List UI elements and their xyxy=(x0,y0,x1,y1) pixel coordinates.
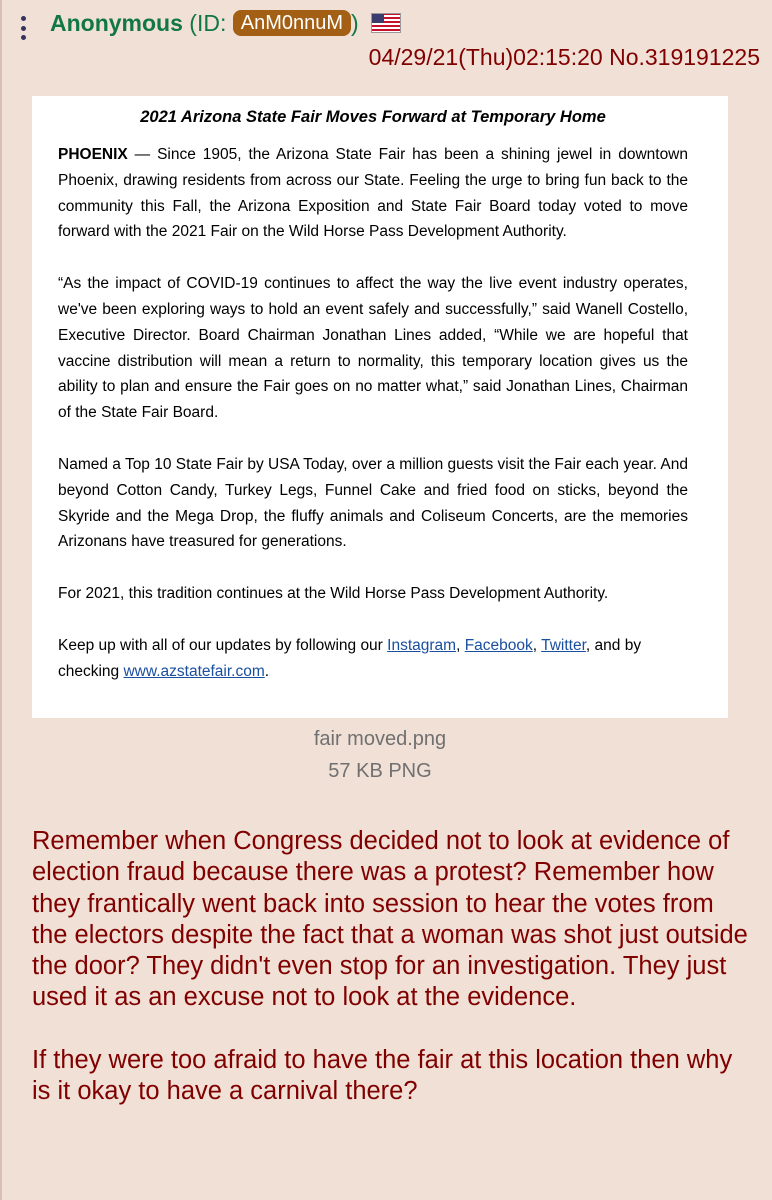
post-number-link[interactable]: No.319191225 xyxy=(609,44,760,70)
id-suffix: ) xyxy=(351,10,359,36)
document-paragraph-1 xyxy=(58,142,688,245)
website-link: www.azstatefair.com xyxy=(123,662,265,680)
document-paragraph-3: Named a Top 10 State Fair by USA Today, over a million guests visit the Fair each year. And beyond Cotton Candy, Turkey Legs, Funnel Cake and fried food on sticks, beyond the Skyride and the Mega Drop, the fluffy animals and Coliseum Concerts, are the memories Arizonans have treasured for generations. xyxy=(58,455,688,551)
post-comment xyxy=(32,826,754,1138)
paragraph-1-text: — Since 1905, the Arizona State Fair has been a shining jewel in downtown Phoenix, drawing residents from across our State. Feeling the urge to bring fun back to the community this Fall, the Arizona Exposition and State Fair Board today voted to move forward with the 2021 Fair on the Wild Horse Pass Development Authority. xyxy=(58,146,688,241)
comment-paragraph-2: If they were too afraid to have the fair at this location then why is it okay to have a carnival there? xyxy=(32,1045,733,1106)
instagram-link: Instagram xyxy=(387,636,457,654)
post-image-thumbnail[interactable] xyxy=(32,96,728,718)
document-paragraph-2: “As the impact of COVID-19 continues to affect the way the live event industry operates, we've been exploring ways to hold an event safely and successfully,” said Wanell Costello, Executive Director. Board Chairman Jonathan Lines added, “While we are hopeful that vaccine distribution will mean a return to normality, this temporary location gives us the ability to plan and ensure the Fair goes on no matter what,” said Jonathan Lines, Chairman of the State Fair Board. xyxy=(58,275,688,422)
post-datetime: 04/29/21(Thu)02:15:20 xyxy=(368,44,603,70)
post-meta xyxy=(369,44,760,71)
document-paragraph-5 xyxy=(58,633,688,685)
paragraph-5-start: Keep up with all of our updates by following our xyxy=(58,636,388,654)
separator-1: , xyxy=(456,636,465,654)
poster-name: Anonymous xyxy=(50,10,183,36)
paragraph-5-mid: , and by checking xyxy=(58,636,642,680)
facebook-link: Facebook xyxy=(464,636,533,654)
us-flag-icon xyxy=(371,13,401,33)
document-title: 2021 Arizona State Fair Moves Forward at Temporary Home xyxy=(140,108,606,126)
post-menu-icon[interactable] xyxy=(20,16,26,40)
id-prefix: (ID: xyxy=(189,10,227,36)
document-paragraph-4: For 2021, this tradition continues at the Wild Horse Pass Development Authority. xyxy=(58,585,609,603)
poster-id-badge[interactable]: AnM0nnuM xyxy=(233,10,351,36)
dateline: PHOENIX xyxy=(58,146,128,163)
name-line xyxy=(50,10,401,37)
image-fileinfo: 57 KB PNG xyxy=(328,760,432,782)
comment-paragraph-1: Remember when Congress decided not to look at evidence of election fraud because there was a protest? Remember how they frantically went back into session to hear the votes from the electors despite the fact that a woman was shot just outside the door? They didn't even stop for an investigation. They just used it as an excuse not to look at the evidence. xyxy=(32,827,748,1012)
separator-2: , xyxy=(532,636,542,654)
paragraph-5-end: . xyxy=(264,662,270,680)
twitter-link: Twitter xyxy=(541,636,586,654)
press-release-document xyxy=(58,106,688,711)
image-filename[interactable]: fair moved.png xyxy=(313,728,447,750)
